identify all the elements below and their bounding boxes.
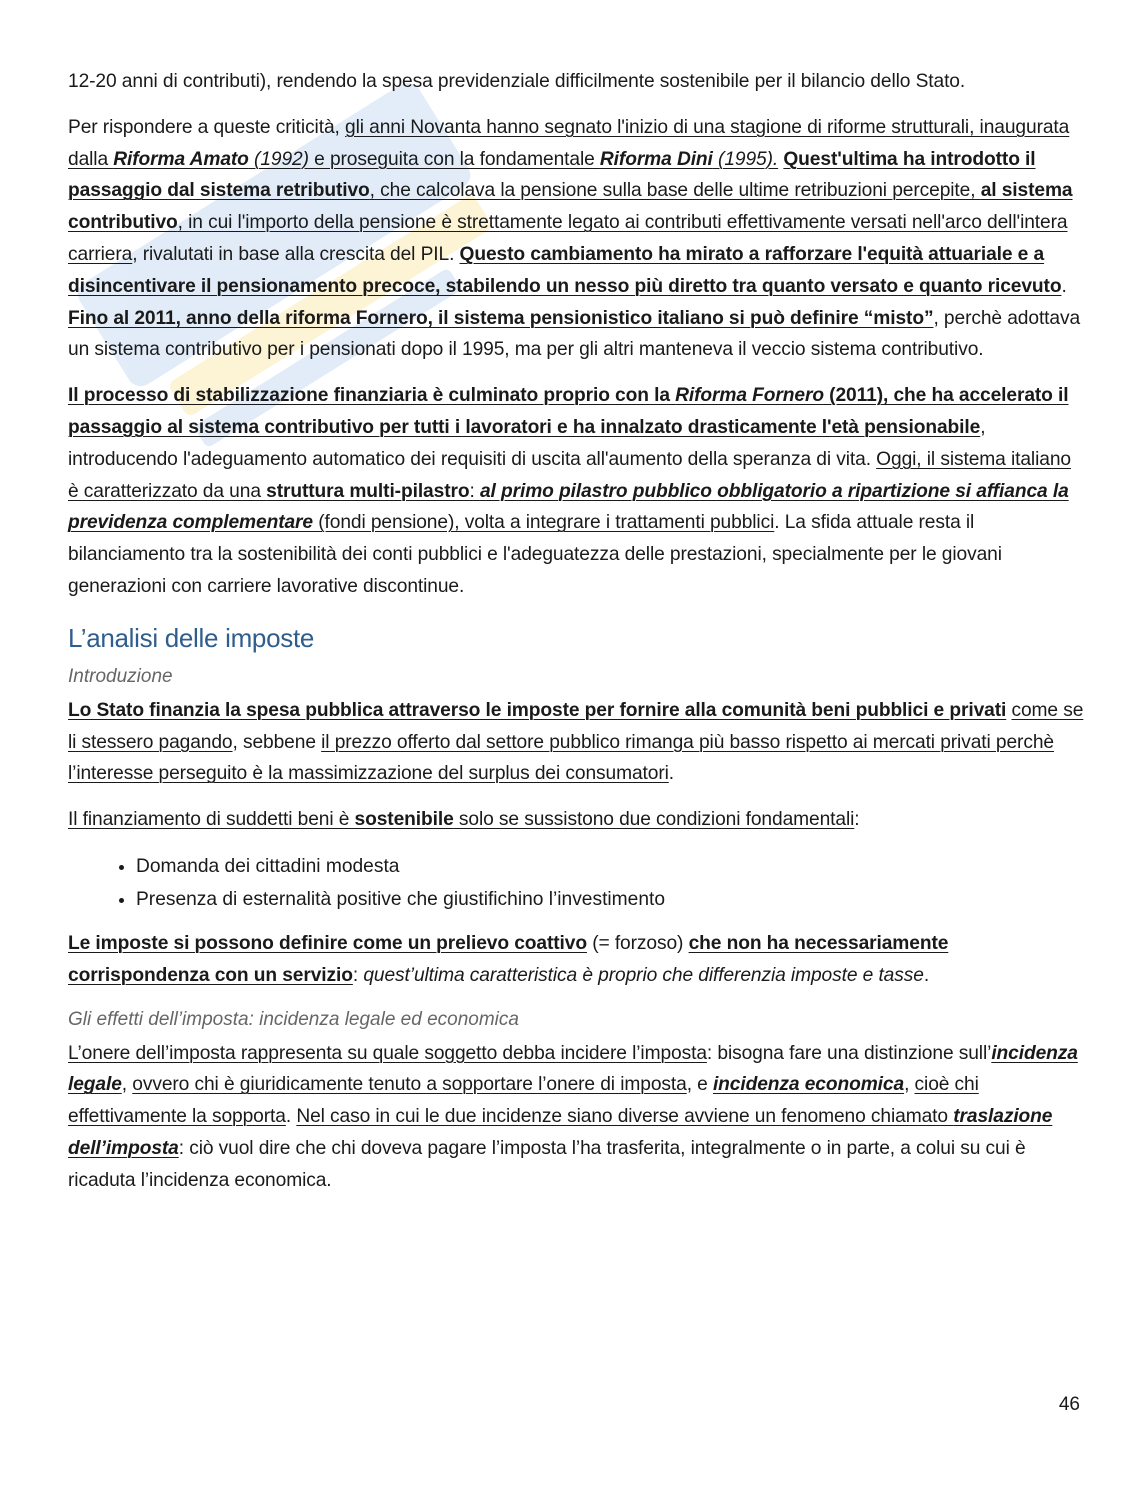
underlined-text: e proseguita con la fondamentale <box>308 148 600 170</box>
reform-fornero: Riforma Fornero <box>675 385 824 407</box>
underlined-text: Il finanziamento di suddetti beni è <box>68 809 355 831</box>
underlined-text: come se li stessero pagando <box>68 699 1084 753</box>
underlined-text: Nel caso in cui le due incidenze siano diverse avviene un fenomeno chiamato <box>296 1106 954 1128</box>
text-run: . La sfida attuale resta il bilanciamento tra la sostenibilità dei conti pubblici e l'adeguatezza delle prestazioni, specialmente per le giovani generazioni con carriere lavorative discontinue. <box>68 512 1002 597</box>
document-page <box>68 66 1084 1211</box>
bold-underlined-text: al sistema contributivo <box>68 180 1073 234</box>
paragraph-7 <box>68 1038 1084 1197</box>
bold-underlined-text: sostenibile <box>354 809 454 831</box>
paragraph-6 <box>68 928 1084 992</box>
bold-underlined-text: Fino al 2011, anno della riforma Fornero, il sistema pensionistico italiano si può definire “misto” <box>68 307 934 329</box>
page-number: 46 <box>1058 1394 1080 1415</box>
underlined-text: : <box>469 480 480 502</box>
reform-year: (1992) <box>248 148 309 170</box>
underlined-text: Oggi, il sistema italiano è caratterizzato da una <box>68 448 1071 502</box>
bold-underlined-text: Le imposte si possono definire come un prelievo coattivo <box>68 932 587 954</box>
underlined-text: cioè chi effettivamente la sopporta <box>68 1074 979 1128</box>
text-run: . <box>1061 275 1067 297</box>
reform-year: (1995). <box>712 148 779 170</box>
underlined-text: solo se sussistono due condizioni fondamentali <box>453 809 855 831</box>
incidenza-legale: incidenza legale <box>68 1042 1078 1096</box>
text-run: . <box>668 763 675 785</box>
underlined-text: il prezzo offerto dal settore pubblico rimanga più basso rispetto ai mercati privati perchè l’interesse perseguito è la massimizzazione del surplus dei consumatori <box>68 731 1054 785</box>
italic-text: quest’ultima caratteristica è proprio che differenzia imposte e tasse <box>363 964 924 986</box>
text-run: : <box>854 809 860 831</box>
paragraph-2 <box>68 112 1084 366</box>
paragraph-3 <box>68 380 1084 603</box>
bold-underlined-text: che non ha necessariamente corrispondenza con un servizio <box>68 932 949 986</box>
text-run: , <box>904 1074 915 1096</box>
text-run: . <box>923 964 930 986</box>
text-run: , sebbene <box>232 731 322 753</box>
incidenza-economica: incidenza economica <box>712 1074 905 1096</box>
text-run: , <box>121 1074 133 1096</box>
text-run: : <box>352 964 364 986</box>
paragraph-5 <box>68 804 1084 836</box>
traslazione-imposta: traslazione dell’imposta <box>68 1106 1053 1159</box>
text-run: , perchè adottava un sistema contributivo per i pensionati dopo il 1995, ma per gli altri manteneva il veccio sistema contributivo. <box>68 307 1081 361</box>
underlined-text: , che calcolava la pensione sulla base delle ultime retribuzioni percepite, <box>369 180 981 202</box>
underlined-text: gli anni Novanta hanno segnato l'inizio di una stagione di riforme strutturali, inaugurata dalla <box>68 116 1070 170</box>
underlined-text: , in cui l'importo della pensione è strettamente legato ai contributi effettivamente versati nell'arco dell'intera carriera <box>68 212 1068 265</box>
paragraph-1 <box>68 66 1084 98</box>
bold-underlined-text: Quest'ultima ha introdotto il passaggio dal sistema retributivo <box>68 148 1036 202</box>
text-run: : bisogna fare una distinzione sull’ <box>706 1042 992 1064</box>
subheading-effetti-imposta: Gli effetti dell’imposta: incidenza legale ed economica <box>68 1008 519 1030</box>
reform-dini: Riforma Dini <box>599 148 713 170</box>
list-item: • Domanda dei cittadini modesta <box>136 850 1084 883</box>
bold-underlined-text: Il processo di stabilizzazione finanziaria è culminato proprio con la <box>68 385 676 407</box>
bold-underlined-text: Questo cambiamento ha mirato a rafforzare l'equità attuariale e a disincentivare il pensionamento precoce, stabilendo un nesso più diretto tra quanto versato e quanto ricevuto <box>68 243 1062 297</box>
paragraph-4 <box>68 695 1084 790</box>
text-run: (= forzoso) <box>586 932 689 954</box>
text-run: Per rispondere a queste criticità, <box>68 116 345 138</box>
subheading-introduzione: Introduzione <box>68 665 173 687</box>
bold-italic-underlined-text: al primo pilastro pubblico obbligatorio a ripartizione si affianca la previdenza complementare <box>68 480 1069 534</box>
text-run: 12-20 anni di contributi), rendendo la spesa previdenziale difficilmente sostenibile per il bilancio dello Stato. <box>68 71 966 92</box>
text-run: , e <box>686 1074 713 1096</box>
bold-underlined-text: struttura multi-pilastro <box>266 480 470 502</box>
underlined-text: ovvero chi è giuridicamente tenuto a sopportare l’onere di imposta <box>132 1074 687 1096</box>
section-heading: L’analisi delle imposte <box>68 622 315 653</box>
underlined-text: (fondi pensione), volta a integrare i trattamenti pubblici <box>313 512 775 534</box>
underlined-text: L’onere dell’imposta rappresenta su quale soggetto debba incidere l’imposta <box>68 1042 707 1064</box>
bullet-list <box>68 850 1084 916</box>
bold-underlined-text: (2011), che ha accelerato il passaggio al sistema contributivo per tutti i lavoratori e ha innalzato drasticamente l'età pensionabile <box>68 385 1069 438</box>
reform-amato: Riforma Amato <box>113 148 249 170</box>
bold-underlined-text: Lo Stato finanzia la spesa pubblica attraverso le imposte per fornire alla comunità beni pubblici e privati <box>68 699 1007 721</box>
text-run: , introducendo l'adeguamento automatico dei requisiti di uscita all'aumento della speranza di vita. <box>68 416 986 470</box>
text-run: . <box>285 1106 297 1128</box>
list-item: • Presenza di esternalità positive che giustifichino l’investimento <box>136 883 1084 916</box>
text-run: , rivalutati in base alla crescita del PIL. <box>132 243 460 265</box>
text-run: : ciò vuol dire che chi doveva pagare l’imposta l’ha trasferita, integralmente o in parte, a colui su cui è ricaduta l’incidenza economica. <box>68 1137 1026 1191</box>
